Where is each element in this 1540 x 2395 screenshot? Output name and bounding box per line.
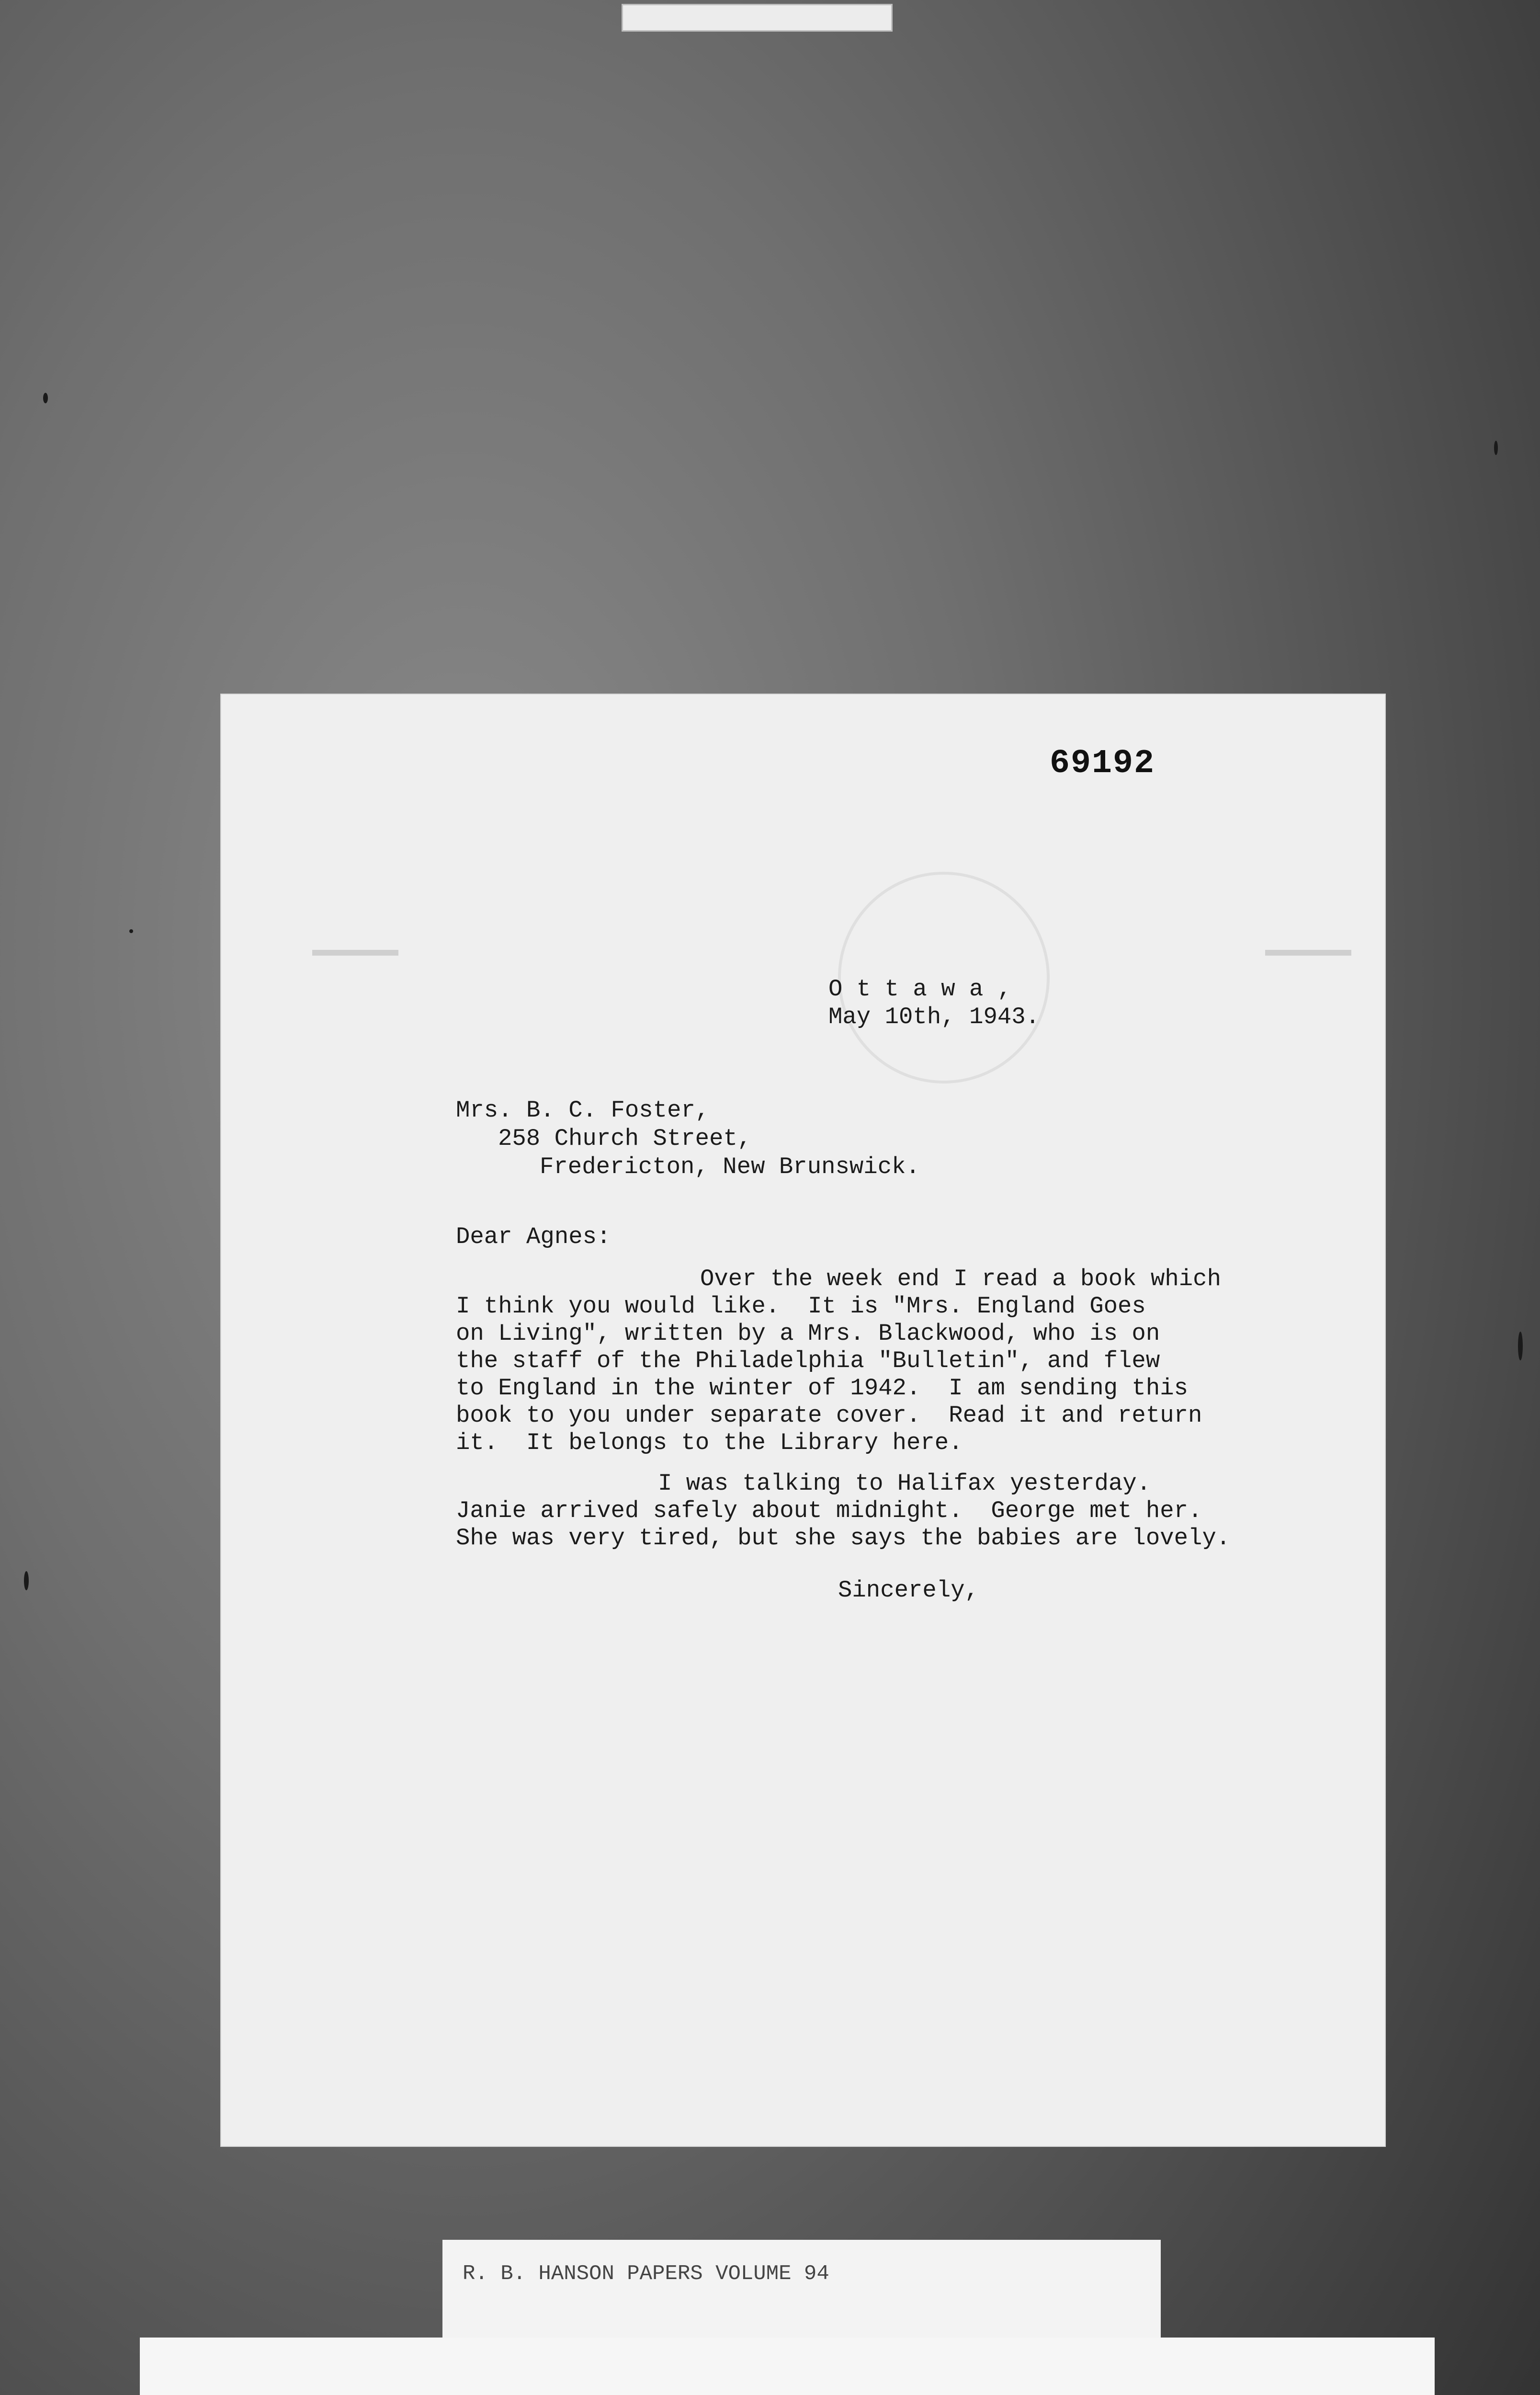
letter-date: May 10th, 1943. (828, 1004, 1040, 1030)
top-paper-tab (622, 4, 893, 32)
body-line: Janie arrived safely about midnight. George met her. (456, 1497, 1202, 1524)
document-number: 69192 (1050, 745, 1155, 783)
body-line: book to you under separate cover. Read it and return (456, 1402, 1202, 1429)
film-speck (129, 929, 133, 933)
film-speck (1518, 1332, 1523, 1360)
address-line: Fredericton, New Brunswick. (540, 1153, 920, 1180)
punch-mark-right (1265, 950, 1351, 956)
film-speck (1494, 441, 1498, 455)
volume-label-text: R. B. HANSON PAPERS VOLUME 94 (463, 2262, 829, 2286)
body-line: I was talking to Halifax yesterday. (658, 1470, 1151, 1497)
address-line: Mrs. B. C. Foster, (456, 1097, 710, 1124)
body-line: the staff of the Philadelphia "Bulletin", and flew (456, 1347, 1160, 1374)
body-line: to England in the winter of 1942. I am sending this (456, 1375, 1189, 1402)
salutation: Dear Agnes: (456, 1223, 611, 1250)
volume-label-strip (442, 2240, 1161, 2338)
body-line: I think you would like. It is "Mrs. England Goes (456, 1293, 1146, 1320)
body-line: Over the week end I read a book which (700, 1266, 1221, 1292)
letter-place: O t t a w a , (828, 976, 1012, 1003)
body-line: it. It belongs to the Library here. (456, 1429, 963, 1456)
punch-mark-left (312, 950, 398, 956)
letter-page (221, 695, 1385, 2146)
body-line: She was very tired, but she says the babies are lovely. (456, 1525, 1231, 1551)
film-speck (24, 1571, 29, 1590)
address-line: 258 Church Street, (498, 1125, 752, 1152)
archives-card (140, 2338, 1435, 2395)
closing: Sincerely, (838, 1577, 979, 1604)
film-speck (43, 393, 48, 403)
body-line: on Living", written by a Mrs. Blackwood, who is on (456, 1320, 1160, 1347)
